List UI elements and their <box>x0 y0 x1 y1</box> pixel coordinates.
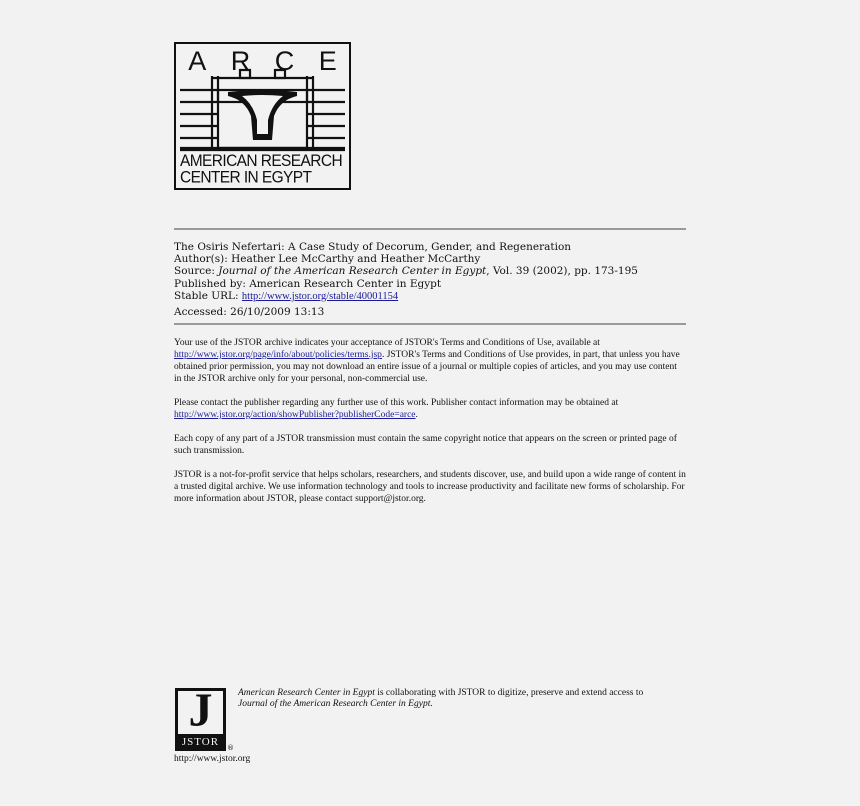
article-accessed: Accessed: 26/10/2009 13:13 <box>174 306 325 319</box>
top-divider <box>174 228 686 230</box>
terms-text <box>174 337 686 517</box>
terms-paragraph-2 <box>174 397 686 421</box>
jstor-logo <box>175 684 226 751</box>
article-stable-url <box>174 290 694 303</box>
article-authors: Author(s): Heather Lee McCarthy and Heather McCarthy <box>174 253 481 266</box>
article-metadata <box>174 241 694 318</box>
article-source <box>174 265 694 277</box>
arce-name-line-1: AMERICAN RESEARCH <box>180 152 343 170</box>
jstor-j-icon: J <box>188 684 213 737</box>
article-title: The Osiris Nefertari: A Case Study of Decorum, Gender, and Regeneration <box>174 241 572 253</box>
stable-url-prefix: Stable URL: <box>174 289 242 302</box>
collab-publisher: American Research Center in Egypt <box>238 688 375 698</box>
terms-paragraph-4: JSTOR is a not-for-profit service that helps scholars, researchers, and students discover, use, and build upon a wide range of content in a trusted digital archive. We use information technology and tools to increase productivity and facilitate new forms of scholarship. For more information about JSTOR, please contact support@jstor.org. <box>174 470 686 504</box>
terms-link[interactable]: http://www.jstor.org/page/info/about/policies/terms.jsp <box>174 350 382 360</box>
collab-middle: is collaborating with JSTOR to digitize, preserve and extend access to <box>374 688 644 698</box>
logo-letter-e: E <box>318 46 337 76</box>
article-publisher: Published by: American Research Center in Egypt <box>174 277 442 290</box>
logo-letter-r: R <box>230 46 251 76</box>
jstor-url[interactable]: http://www.jstor.org <box>174 754 251 764</box>
logo-letter-a: A <box>188 46 207 76</box>
arce-logo <box>174 42 351 190</box>
publisher-link[interactable]: http://www.jstor.org/action/showPublisher?publisherCode=arce <box>174 410 416 420</box>
collab-journal: Journal of the American Research Center in Egypt. <box>238 699 433 709</box>
logo-letter-c: C <box>274 46 295 76</box>
arce-name-line-2: CENTER IN EGYPT <box>180 168 312 187</box>
jstor-logo-word: JSTOR <box>181 736 220 748</box>
arce-letters <box>176 46 349 76</box>
source-journal: Journal of the American Research Center in Egypt <box>218 265 487 278</box>
terms-p2-rest: . <box>415 410 418 420</box>
middle-divider <box>174 323 686 325</box>
collaboration-notice <box>238 688 688 710</box>
stable-url-link[interactable]: http://www.jstor.org/stable/40001154 <box>241 290 399 302</box>
source-suffix: , Vol. 39 (2002), pp. 173-195 <box>486 265 638 278</box>
arce-organization-name <box>180 153 347 187</box>
terms-p1-rest: . JSTOR's Terms and Conditions of Use provides, in part, that unless you have obtained prior permission, you may not download an entire issue of a journal or multiple copies of articles, and you may use content in the JSTOR archive only for your personal, non-commercial use. <box>174 350 680 384</box>
source-prefix: Source: <box>174 265 219 278</box>
terms-paragraph-3: Each copy of any part of a JSTOR transmission must contain the same copyright notice that appears on the screen or printed page of such transmission. <box>174 434 677 456</box>
terms-p1-text: Your use of the JSTOR archive indicates your acceptance of JSTOR's Terms and Conditions of Use, available at <box>174 338 600 348</box>
registered-mark: ® <box>227 744 234 752</box>
terms-p2-text: Please contact the publisher regarding any further use of this work. Publisher contact information may be obtained at <box>174 398 619 408</box>
terms-paragraph-1 <box>174 337 686 385</box>
